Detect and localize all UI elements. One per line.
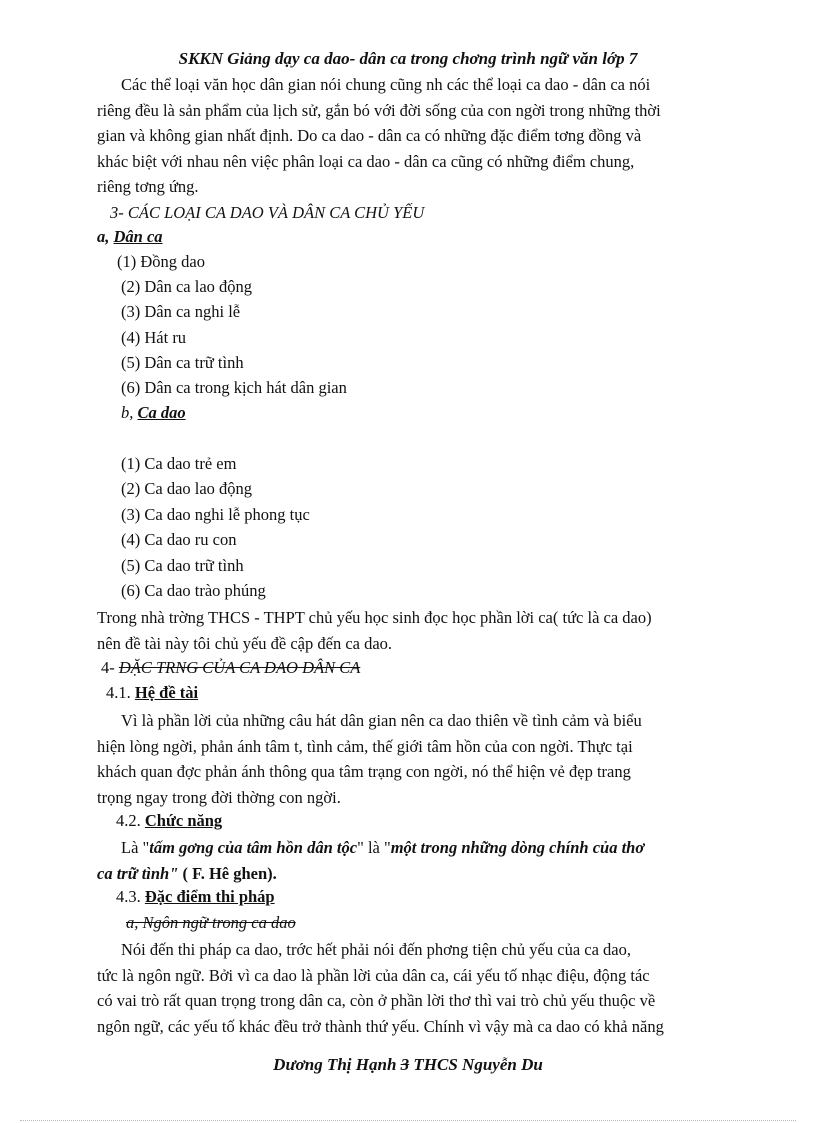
s41-line: khách quan đợc phản ánh thông qua tâm trạng con ngời, nó thể hiện vẻ đẹp trang: [97, 762, 631, 781]
page-footer: Dương Thị Hạnh 3 THCS Nguyễn Du: [273, 1055, 543, 1074]
ca-dao-item: (3) Ca dao nghi lễ phong tục: [121, 505, 310, 524]
ca-dao-heading: b, Ca dao: [121, 403, 186, 422]
intro-line: khác biệt với nhau nên việc phân loại ca dao - dân ca cũng có những điểm chung,: [97, 151, 635, 171]
dan-ca-heading: a, Dân ca: [97, 227, 163, 246]
section-4-1-heading: 4.1. Hệ đề tài: [106, 683, 199, 702]
ca-dao-label: Ca dao: [137, 403, 186, 422]
school-paragraph: [97, 605, 757, 656]
s41-line: hiện lòng ngời, phản ánh tâm t, tình cảm, thế giới tâm hồn của con ngời. Thực tại: [97, 736, 633, 756]
dan-ca-item: (6) Dân ca trong kịch hát dân gian: [121, 378, 347, 397]
ca-dao-item: (2) Ca dao lao động: [121, 479, 253, 498]
s43-line: Nói đến thi pháp ca dao, trớc hết phải nói đến phơng tiện chủ yếu của ca dao,: [121, 940, 631, 959]
ca-dao-item: (1) Ca dao trẻ em: [121, 454, 237, 473]
intro-line: gian và không gian nhất định. Do ca dao - dân ca có những đặc điểm tơng đồng và: [97, 126, 642, 145]
section-4-label: ĐẶC TRNG CỦA CA DAO DÂN CA: [118, 658, 361, 677]
intro-line: riêng đều là sản phẩm của lịch sử, gắn bó với đời sống của con ngời trong những thời: [97, 100, 661, 120]
section-4-2-label: Chức năng: [144, 811, 223, 830]
s43-line: có vai trò rất quan trọng trong dân ca, còn ở phần lời thơ thì vai trò chủ yếu thuộc về: [97, 991, 656, 1010]
intro-line: riêng tơng ứng.: [97, 177, 199, 196]
section-4-1-label: Hệ đề tài: [134, 683, 199, 702]
page-header: SKKN Giảng dạy ca dao- dân ca trong chơng trình ngữ văn lớp 7: [178, 49, 638, 68]
s43-line: tức là ngôn ngữ. Bởi vì ca dao là phần lời của dân ca, cái yếu tố nhạc điệu, động tác: [97, 965, 650, 985]
ca-dao-item: (5) Ca dao trữ tình: [121, 556, 244, 575]
section-4-3-label: Đặc điểm thi pháp: [144, 887, 275, 906]
page-border: [20, 1120, 796, 1121]
section-4-3-heading: 4.3. Đặc điểm thi pháp: [116, 887, 275, 906]
intro-paragraph: [97, 72, 757, 200]
dan-ca-item: (3) Dân ca nghi lễ: [121, 302, 241, 321]
section-4-3-a: a, Ngôn ngữ trong ca dao: [126, 913, 296, 932]
school-line: Trong nhà trờng THCS - THPT chủ yếu học sinh đọc học phần lời ca( tức là ca dao): [97, 608, 652, 627]
intro-line: Các thể loại văn học dân gian nói chung cũng nh các thể loại ca dao - dân ca nói: [121, 75, 651, 94]
section-4-3-paragraph: [97, 937, 757, 1039]
section-4-1-paragraph: [97, 708, 757, 810]
dan-ca-item: (2) Dân ca lao động: [121, 277, 253, 296]
page-number: 3: [400, 1055, 410, 1074]
section-4-title: 4- ĐẶC TRNG CỦA CA DAO DÂN CA: [101, 658, 361, 677]
section-4-2-heading: 4.2. Chức năng: [116, 811, 223, 830]
s41-line: trọng ngay trong đời thờng con ngời.: [97, 787, 341, 807]
s43-line: ngôn ngữ, các yếu tố khác đều trở thành thứ yếu. Chính vì vậy mà ca dao có khả năng: [97, 1016, 664, 1036]
ca-dao-item: (4) Ca dao ru con: [121, 530, 237, 549]
ca-dao-item: (6) Ca dao trào phúng: [121, 581, 266, 600]
dan-ca-item: (1) Đồng dao: [117, 252, 205, 271]
dan-ca-label: Dân ca: [113, 227, 163, 246]
s41-line: Vì là phần lời của những câu hát dân gian nên ca dao thiên về tình cảm và biểu: [121, 711, 642, 730]
section-3-title: 3- CÁC LOẠI CA DAO VÀ DÂN CA CHỦ YẾU: [110, 203, 425, 222]
section-4-2-quote: Là "tấm gơng của tâm hồn dân tộc" là "một trong những dòng chính của thơ ca trữ tình" ( F. Hê ghen).: [97, 838, 645, 883]
dan-ca-item: (5) Dân ca trữ tình: [121, 353, 244, 372]
dan-ca-item: (4) Hát ru: [121, 328, 187, 347]
school-line: nên đề tài này tôi chủ yếu đề cập đến ca dao.: [97, 633, 393, 653]
